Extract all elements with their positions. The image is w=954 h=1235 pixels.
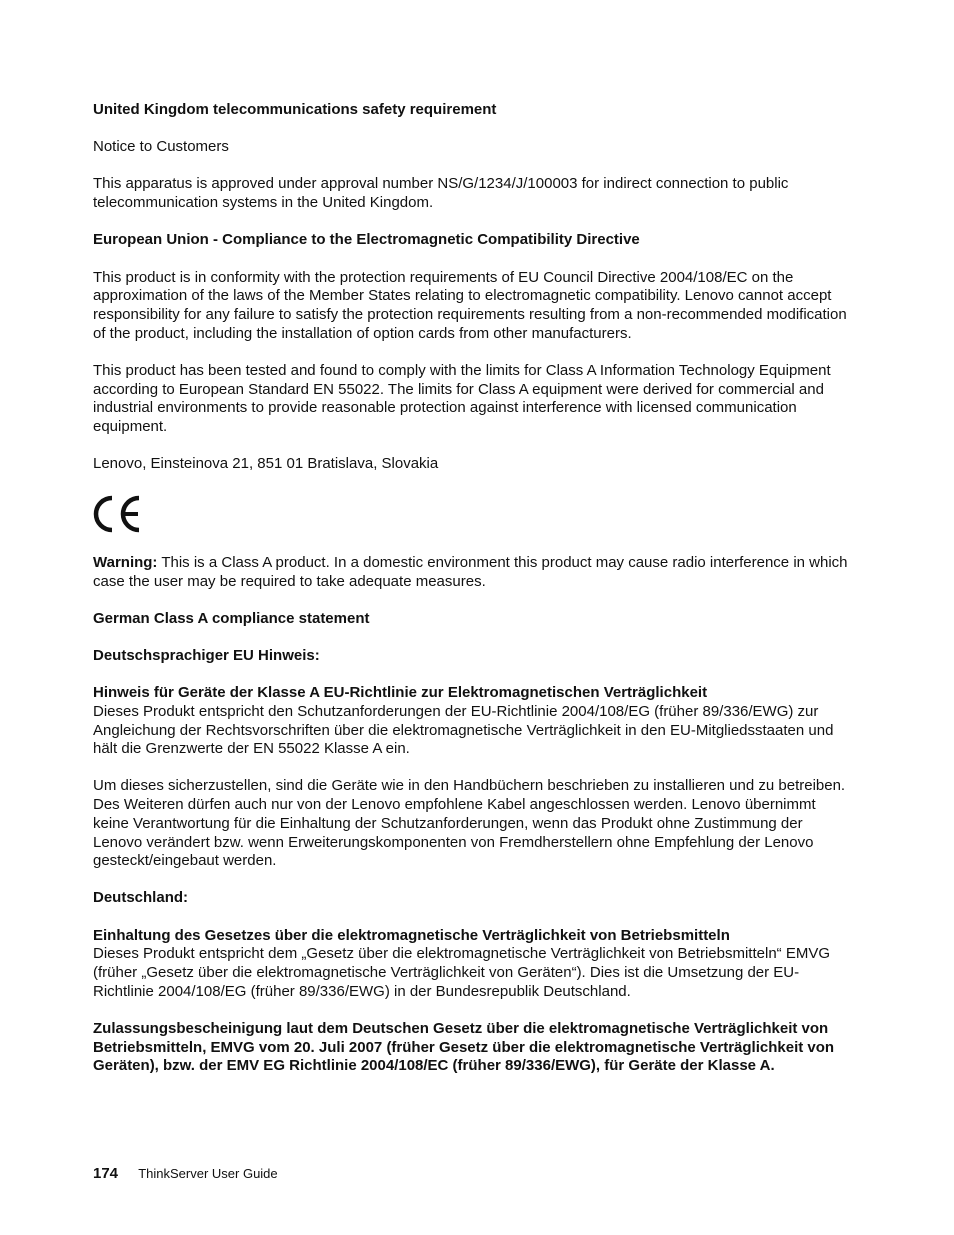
einhaltung-heading: Einhaltung des Gesetzes über die elektromagnetische Verträglichkeit von Betriebsmitteln [93,926,730,944]
deutschland-heading: Deutschland: [93,889,189,907]
eu-address: Lenovo, Einsteinova 21, 851 01 Bratislava, Slovakia [93,455,439,473]
eu-paragraph-2: This product has been tested and found to comply with the limits for Class A Information Technology Equipment according to European Standard EN 55022. The limits for Class A equipment were derived for commercial and industrial environments to provide reasonable protection against interference with licensed communication equipment. [93,361,831,435]
eu-warning [93,554,853,591]
german-subheading: Deutschsprachiger EU Hinweis: [93,646,320,664]
eu-paragraph-1: This product is in conformity with the protection requirements of EU Council Directive 2004/108/EC on the approximation of the laws of the Member States relating to electromagnetic compatibility. Lenovo cannot accept responsibility for any failure to satisfy the protection requirements resulting from a non-recommended modification of the product, including the installation of option cards from other manufacturers. [93,268,847,342]
uk-heading: United Kingdom telecommunications safety requirement [93,101,497,118]
warning-text: This is a Class A product. In a domestic environment this product may cause radio interference in which case the user may be required to take adequate measures. [93,553,848,590]
ce-mark-icon [93,494,853,534]
german-heading: German Class A compliance statement [93,609,370,627]
uk-notice: Notice to Customers [93,138,229,156]
einhaltung-body: Dieses Produkt entspricht dem „Gesetz über die elektromagnetische Verträglichkeit von Betriebsmitteln“ EMVG (früher „Gesetz über die elektromagnetische Verträglichkeit von Geräten“). Dies ist die Umsetzung der EU-Richtlinie 2004/108/EG (früher 89/336/EWG) in der Bundesrepublik Deutschland. [93,945,830,1000]
page-content [93,101,853,1076]
document-title: ThinkServer User Guide [138,1166,278,1181]
hinweis-body: Dieses Produkt entspricht den Schutzanforderungen der EU-Richtlinie 2004/108/EG (früher 89/336/EWG) zur Angleichung der Rechtsvorschriften über die elektromagnetische Verträglichkeit in den EU-Mitgliedsstaaten und hält die Grenzwerte der EN 55022 Klasse A ein. [93,702,834,758]
german-paragraph-2: Um dieses sicherzustellen, sind die Geräte wie in den Handbüchern beschrieben zu installieren und zu betreiben. Des Weiteren dürfen auch nur von der Lenovo empfohlene Kabel angeschlossen werden. Lenovo übernimmt keine Verantwortung für die Einhaltung der Schutzanforderungen, wenn das Produkt ohne Zustimmung der Lenovo verändert bzw. wenn Erweiterungskomponenten von Fremdherstellern ohne Empfehlung der Lenovo gesteckt/eingebaut werden. [93,777,846,870]
page-number: 174 [93,1165,119,1182]
hinweis-heading: Hinweis für Geräte der Klasse A EU-Richtlinie zur Elektromagnetischen Verträglichkeit [93,684,708,702]
warning-label: Warning: [93,553,158,571]
page-footer [93,1165,278,1182]
zulassung-heading: Zulassungsbescheinigung laut dem Deutschen Gesetz über die elektromagnetische Verträglichkeit von Betriebsmitteln, EMVG vom 20. Juli 2007 (früher Gesetz über die elektromagnetische Verträglichkeit von Geräten), bzw. der EMV EG Richtlinie 2004/108/EC (früher 89/336/EWG), für Geräte der Klasse A. [93,1020,835,1075]
eu-heading: European Union - Compliance to the Electromagnetic Compatibility Directive [93,231,640,249]
uk-body: This apparatus is approved under approval number NS/G/1234/J/100003 for indirect connection to public telecommunication systems in the United Kingdom. [93,175,789,212]
